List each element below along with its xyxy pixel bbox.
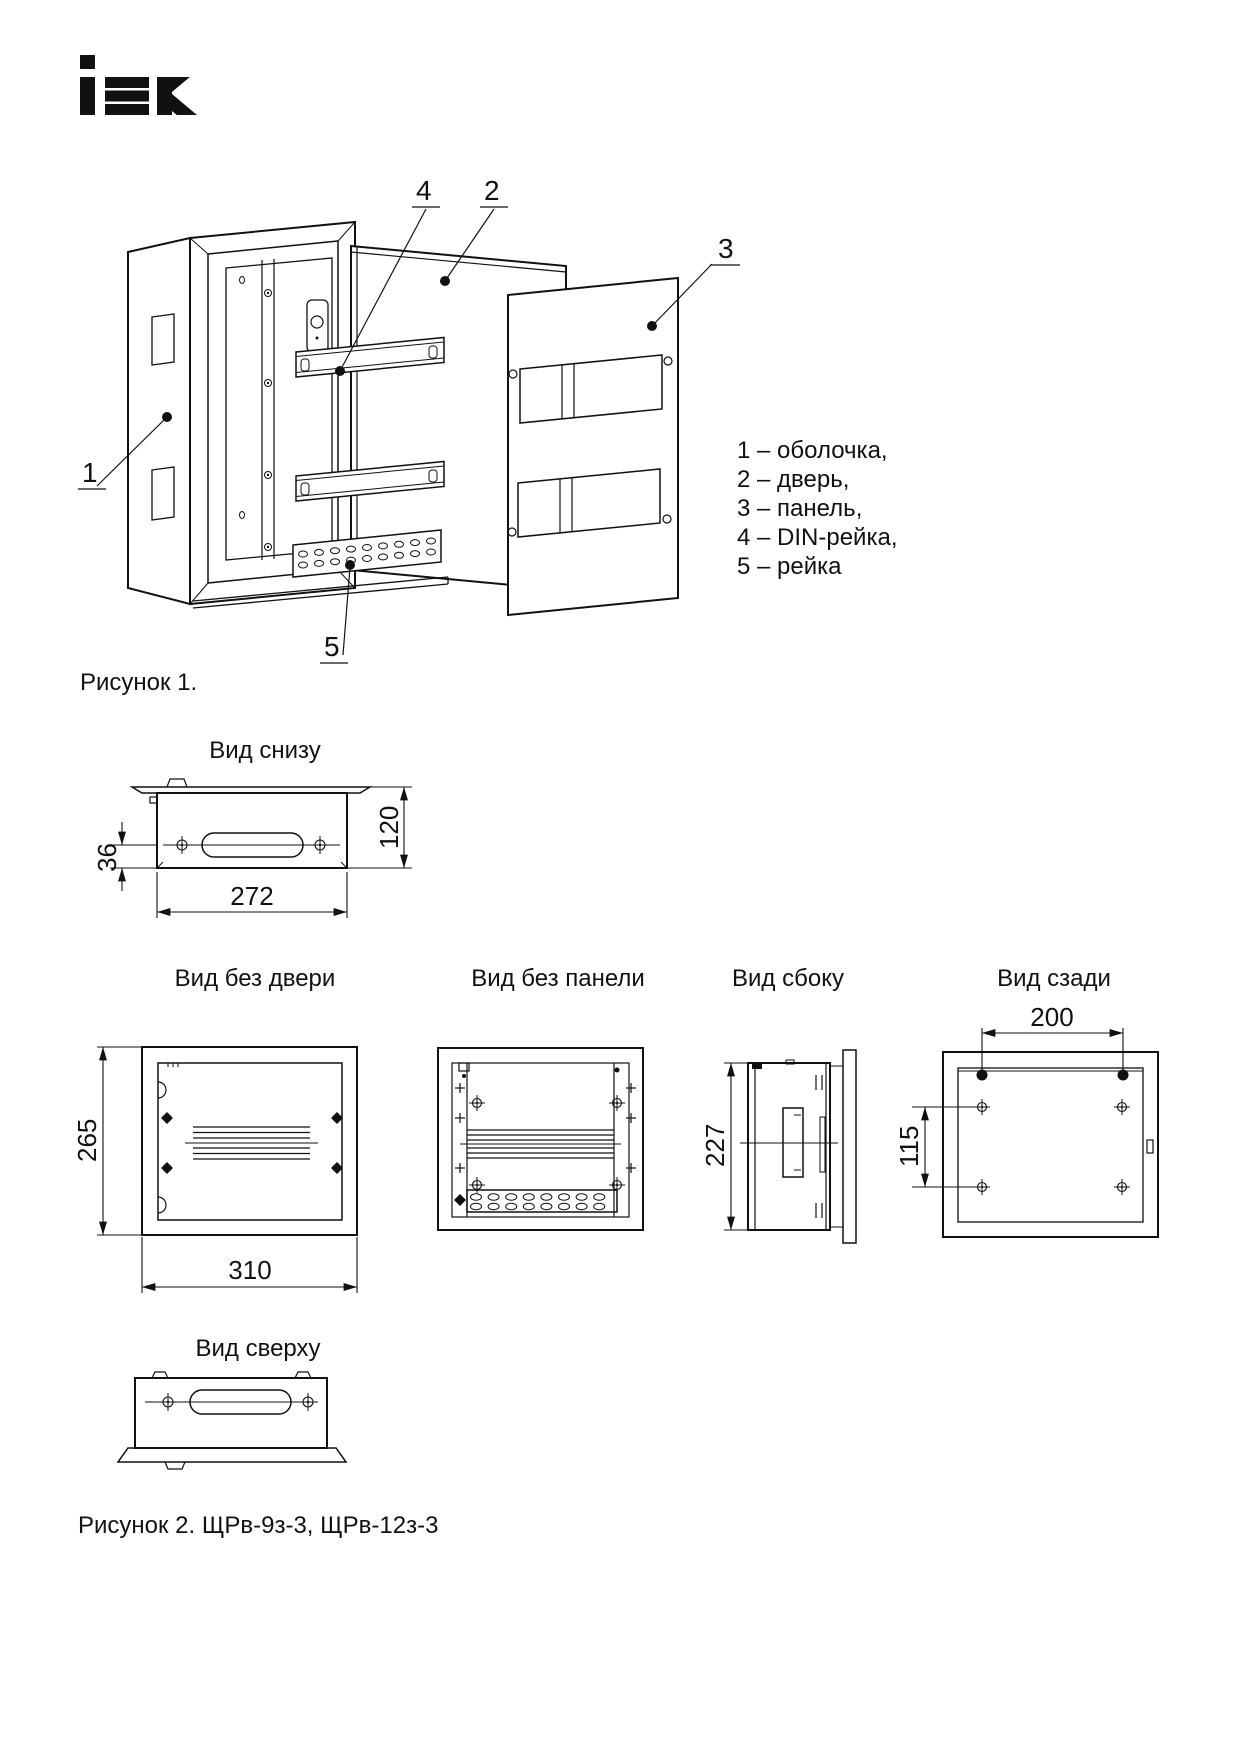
rear-view-dimensions (894, 1002, 1123, 1187)
part-label-4: 4 (416, 175, 432, 206)
dim-265: 265 (72, 1118, 102, 1162)
no-panel-view-body (438, 1048, 643, 1230)
figure1-exploded-drawing (65, 172, 765, 672)
perforated-rail-front (467, 1190, 617, 1212)
rear-view-title: Вид сзади (997, 965, 1111, 992)
side-view-dimensions (700, 1063, 748, 1230)
lock-icon (307, 300, 328, 352)
part-label-1: 1 (82, 457, 98, 488)
legend-item-3: 3 – панель, (737, 495, 863, 522)
no-door-view-body (142, 1047, 357, 1235)
din-rail-front (185, 1127, 318, 1159)
logo-glyphs (80, 54, 210, 136)
dim-272: 272 (230, 881, 274, 911)
part-label-3: 3 (718, 233, 734, 264)
iek-logo-icon (80, 55, 208, 115)
legend-item-4: 4 – DIN-рейка, (737, 524, 898, 551)
top-view-body (118, 1372, 346, 1469)
dim-36: 36 (92, 843, 122, 872)
bottom-view-dimensions (92, 787, 412, 918)
dim-200: 200 (1030, 1002, 1074, 1032)
no-door-view-dimensions (72, 1047, 357, 1293)
figure1-caption: Рисунок 1. (80, 669, 198, 696)
figure1-legend (737, 436, 898, 581)
legend-item-5: 5 – рейка (737, 553, 842, 580)
strut-screws (265, 290, 272, 551)
legend-item-2: 2 – дверь, (737, 466, 850, 493)
side-view-title: Вид сбоку (732, 965, 844, 992)
dim-310: 310 (228, 1255, 272, 1285)
bottom-view-body (132, 779, 370, 868)
no-panel-view-title: Вид без панели (471, 965, 645, 992)
no-door-view-drawing (72, 1040, 385, 1300)
top-view-title: Вид сверху (195, 1335, 321, 1362)
no-panel-view-drawing (430, 1040, 655, 1240)
dim-120: 120 (374, 805, 404, 849)
no-door-view-title: Вид без двери (174, 965, 336, 992)
figure2-caption: Рисунок 2. ЩРв-9з-3, ЩРв-12з-3 (78, 1512, 439, 1539)
side-view-drawing (700, 1040, 865, 1255)
dim-115: 115 (894, 1125, 924, 1167)
bottom-sill (193, 577, 448, 608)
rear-view-body (943, 1052, 1158, 1237)
part-label-2: 2 (484, 175, 500, 206)
top-view-drawing (105, 1368, 350, 1473)
part-label-5: 5 (324, 631, 340, 662)
din-rail-front (460, 1130, 621, 1158)
bottom-view-drawing (88, 762, 423, 927)
legend-item-1: 1 – оболочка, (737, 437, 888, 464)
side-view-body (740, 1050, 856, 1243)
dim-227: 227 (700, 1123, 730, 1167)
rear-view-drawing (894, 1002, 1170, 1250)
bottom-view-title: Вид снизу (209, 737, 321, 764)
